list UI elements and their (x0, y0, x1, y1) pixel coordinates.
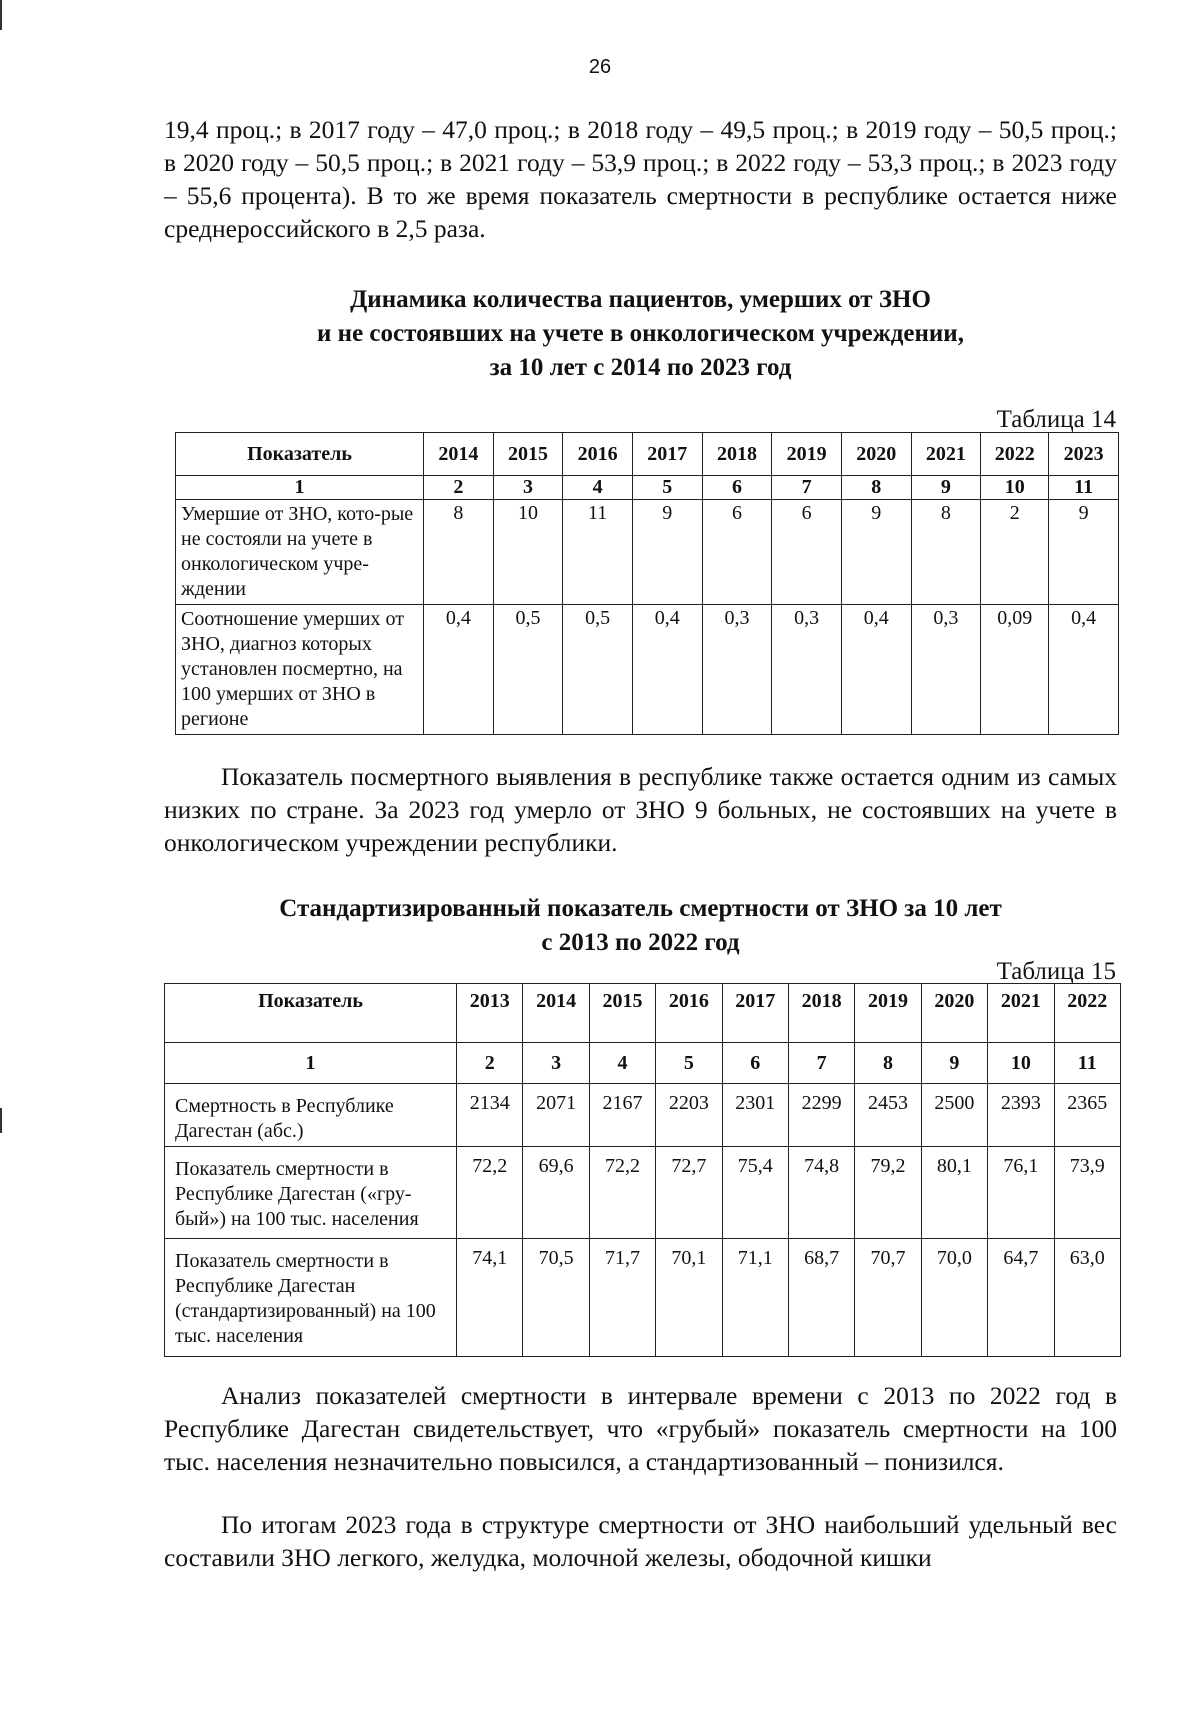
table-row (165, 1084, 1121, 1147)
row-label: Умершие от ЗНО, кото-рые не состояли на учете в онкологическом учре-ждении (176, 500, 424, 605)
value-cell: 71,7 (589, 1239, 655, 1357)
paragraph-postmortem-detection: Показатель посмертного выявления в республике также остается одним из самых низких по стране. За 2023 год умерло от ЗНО 9 больных, не состоявших на учете в онкологическом учреждении республики. (164, 762, 1117, 857)
column-number-cell: 3 (523, 1043, 589, 1084)
header-cell: 2013 (457, 984, 523, 1043)
table15 (164, 983, 1121, 1357)
page-number: 26 (588, 56, 612, 78)
column-number-cell: 4 (563, 476, 633, 500)
value-cell: 2393 (988, 1084, 1054, 1147)
table15-header-row (165, 984, 1121, 1043)
value-cell: 2167 (589, 1084, 655, 1147)
value-cell: 0,3 (772, 605, 842, 735)
table14-header-row (176, 433, 1119, 476)
header-cell: 2018 (702, 433, 772, 476)
value-cell: 72,7 (656, 1147, 722, 1239)
value-cell: 0,4 (1049, 605, 1119, 735)
table15-column-number-row (165, 1043, 1121, 1084)
value-cell: 8 (424, 500, 494, 605)
value-cell: 0,3 (702, 605, 772, 735)
table14-heading-line: за 10 лет с 2014 по 2023 год (489, 354, 792, 381)
table15-heading-line: Стандартизированный показатель смертности от ЗНО за 10 лет (279, 895, 1002, 922)
column-number-cell: 7 (788, 1043, 854, 1084)
value-cell: 80,1 (921, 1147, 987, 1239)
table-row (176, 605, 1119, 735)
column-number-cell: 5 (656, 1043, 722, 1084)
value-cell: 2365 (1054, 1084, 1120, 1147)
value-cell: 9 (841, 500, 911, 605)
table14-caption: Таблица 14 (996, 406, 1116, 433)
header-cell: 2014 (523, 984, 589, 1043)
row-label: Показатель смертности в Республике Дагестан («гру-бый») на 100 тыс. населения (165, 1147, 457, 1239)
value-cell: 70,0 (921, 1239, 987, 1357)
header-cell: 2017 (632, 433, 702, 476)
scan-margin-line (0, 1108, 2, 1133)
value-cell: 2203 (656, 1084, 722, 1147)
row-label: Смертность в Республике Дагестан (абс.) (165, 1084, 457, 1147)
value-cell: 2071 (523, 1084, 589, 1147)
value-cell: 0,4 (632, 605, 702, 735)
header-cell: Показатель (176, 433, 424, 476)
table14-heading-line: Динамика количества пациентов, умерших от ЗНО (350, 286, 931, 313)
header-cell: 2018 (788, 984, 854, 1043)
header-cell: 2019 (855, 984, 921, 1043)
column-number-cell: 4 (589, 1043, 655, 1084)
value-cell: 0,3 (911, 605, 981, 735)
value-cell: 6 (772, 500, 842, 605)
header-cell: 2015 (589, 984, 655, 1043)
value-cell: 72,2 (589, 1147, 655, 1239)
value-cell: 0,09 (981, 605, 1049, 735)
row-label: Показатель смертности в Республике Дагестан (стандартизированный) на 100 тыс. населения (165, 1239, 457, 1357)
column-number-cell: 2 (457, 1043, 523, 1084)
column-number-cell: 1 (165, 1043, 457, 1084)
column-number-cell: 8 (855, 1043, 921, 1084)
value-cell: 2453 (855, 1084, 921, 1147)
header-cell: 2016 (563, 433, 633, 476)
value-cell: 2134 (457, 1084, 523, 1147)
column-number-cell: 9 (921, 1043, 987, 1084)
table14-heading (164, 283, 1117, 385)
value-cell: 2301 (722, 1084, 788, 1147)
header-cell: Показатель (165, 984, 457, 1043)
paragraph-mortality-intro: 19,4 проц.; в 2017 году – 47,0 проц.; в 2018 году – 49,5 проц.; в 2019 году – 50,5 проц.; в 2020 году – 50,5 проц.; в 2021 году – 53,9 проц.; в 2022 году – 53,3 проц.; в 2023 году – 55,6 процента). В то же время показатель смертности в республике остается ниже среднероссийского в 2,5 раза. (164, 115, 1117, 243)
table-row (165, 1147, 1121, 1239)
value-cell: 11 (563, 500, 633, 605)
column-number-cell: 6 (702, 476, 772, 500)
table15-heading (164, 892, 1117, 960)
paragraph-mortality-analysis: Анализ показателей смертности в интервале времени с 2013 по 2022 год в Республике Дагестан свидетельствует, что «грубый» показатель смертности на 100 тыс. населения незначительно повысился, а стандартизованный – понизился. (164, 1381, 1117, 1476)
column-number-cell: 10 (988, 1043, 1054, 1084)
value-cell: 70,5 (523, 1239, 589, 1357)
value-cell: 0,4 (424, 605, 494, 735)
header-cell: 2020 (841, 433, 911, 476)
header-cell: 2020 (921, 984, 987, 1043)
value-cell: 9 (632, 500, 702, 605)
value-cell: 0,5 (563, 605, 633, 735)
table15-heading-line: с 2013 по 2022 год (541, 929, 740, 956)
table14-column-number-row (176, 476, 1119, 500)
header-cell: 2016 (656, 984, 722, 1043)
column-number-cell: 3 (493, 476, 563, 500)
column-number-cell: 5 (632, 476, 702, 500)
value-cell: 2299 (788, 1084, 854, 1147)
value-cell: 79,2 (855, 1147, 921, 1239)
table15-caption: Таблица 15 (996, 958, 1116, 985)
header-cell: 2015 (493, 433, 563, 476)
table14 (175, 432, 1119, 735)
value-cell: 73,9 (1054, 1147, 1120, 1239)
value-cell: 70,7 (855, 1239, 921, 1357)
table14-heading-line: и не состоявших на учете в онкологическом учреждении, (317, 320, 964, 347)
column-number-cell: 9 (911, 476, 981, 500)
value-cell: 72,2 (457, 1147, 523, 1239)
paragraph-mortality-structure: По итогам 2023 года в структуре смертности от ЗНО наибольший удельный вес составили ЗНО легкого, желудка, молочной железы, ободочной кишки (164, 1510, 1117, 1572)
header-cell: 2022 (981, 433, 1049, 476)
value-cell: 74,1 (457, 1239, 523, 1357)
row-label: Соотношение умерших от ЗНО, диагноз которых установлен посмертно, на 100 умерших от ЗНО в регионе (176, 605, 424, 735)
value-cell: 76,1 (988, 1147, 1054, 1239)
value-cell: 2500 (921, 1084, 987, 1147)
value-cell: 0,5 (493, 605, 563, 735)
column-number-cell: 11 (1054, 1043, 1120, 1084)
value-cell: 64,7 (988, 1239, 1054, 1357)
value-cell: 0,4 (841, 605, 911, 735)
value-cell: 69,6 (523, 1147, 589, 1239)
table-row (176, 500, 1119, 605)
header-cell: 2019 (772, 433, 842, 476)
column-number-cell: 2 (424, 476, 494, 500)
column-number-cell: 7 (772, 476, 842, 500)
column-number-cell: 1 (176, 476, 424, 500)
value-cell: 6 (702, 500, 772, 605)
value-cell: 71,1 (722, 1239, 788, 1357)
table-row (165, 1239, 1121, 1357)
header-cell: 2021 (988, 984, 1054, 1043)
value-cell: 74,8 (788, 1147, 854, 1239)
value-cell: 2 (981, 500, 1049, 605)
value-cell: 63,0 (1054, 1239, 1120, 1357)
header-cell: 2014 (424, 433, 494, 476)
column-number-cell: 8 (841, 476, 911, 500)
value-cell: 68,7 (788, 1239, 854, 1357)
value-cell: 70,1 (656, 1239, 722, 1357)
scan-margin-line (0, 0, 2, 30)
column-number-cell: 6 (722, 1043, 788, 1084)
value-cell: 75,4 (722, 1147, 788, 1239)
value-cell: 10 (493, 500, 563, 605)
header-cell: 2021 (911, 433, 981, 476)
value-cell: 9 (1049, 500, 1119, 605)
column-number-cell: 11 (1049, 476, 1119, 500)
value-cell: 8 (911, 500, 981, 605)
header-cell: 2022 (1054, 984, 1120, 1043)
header-cell: 2023 (1049, 433, 1119, 476)
header-cell: 2017 (722, 984, 788, 1043)
column-number-cell: 10 (981, 476, 1049, 500)
